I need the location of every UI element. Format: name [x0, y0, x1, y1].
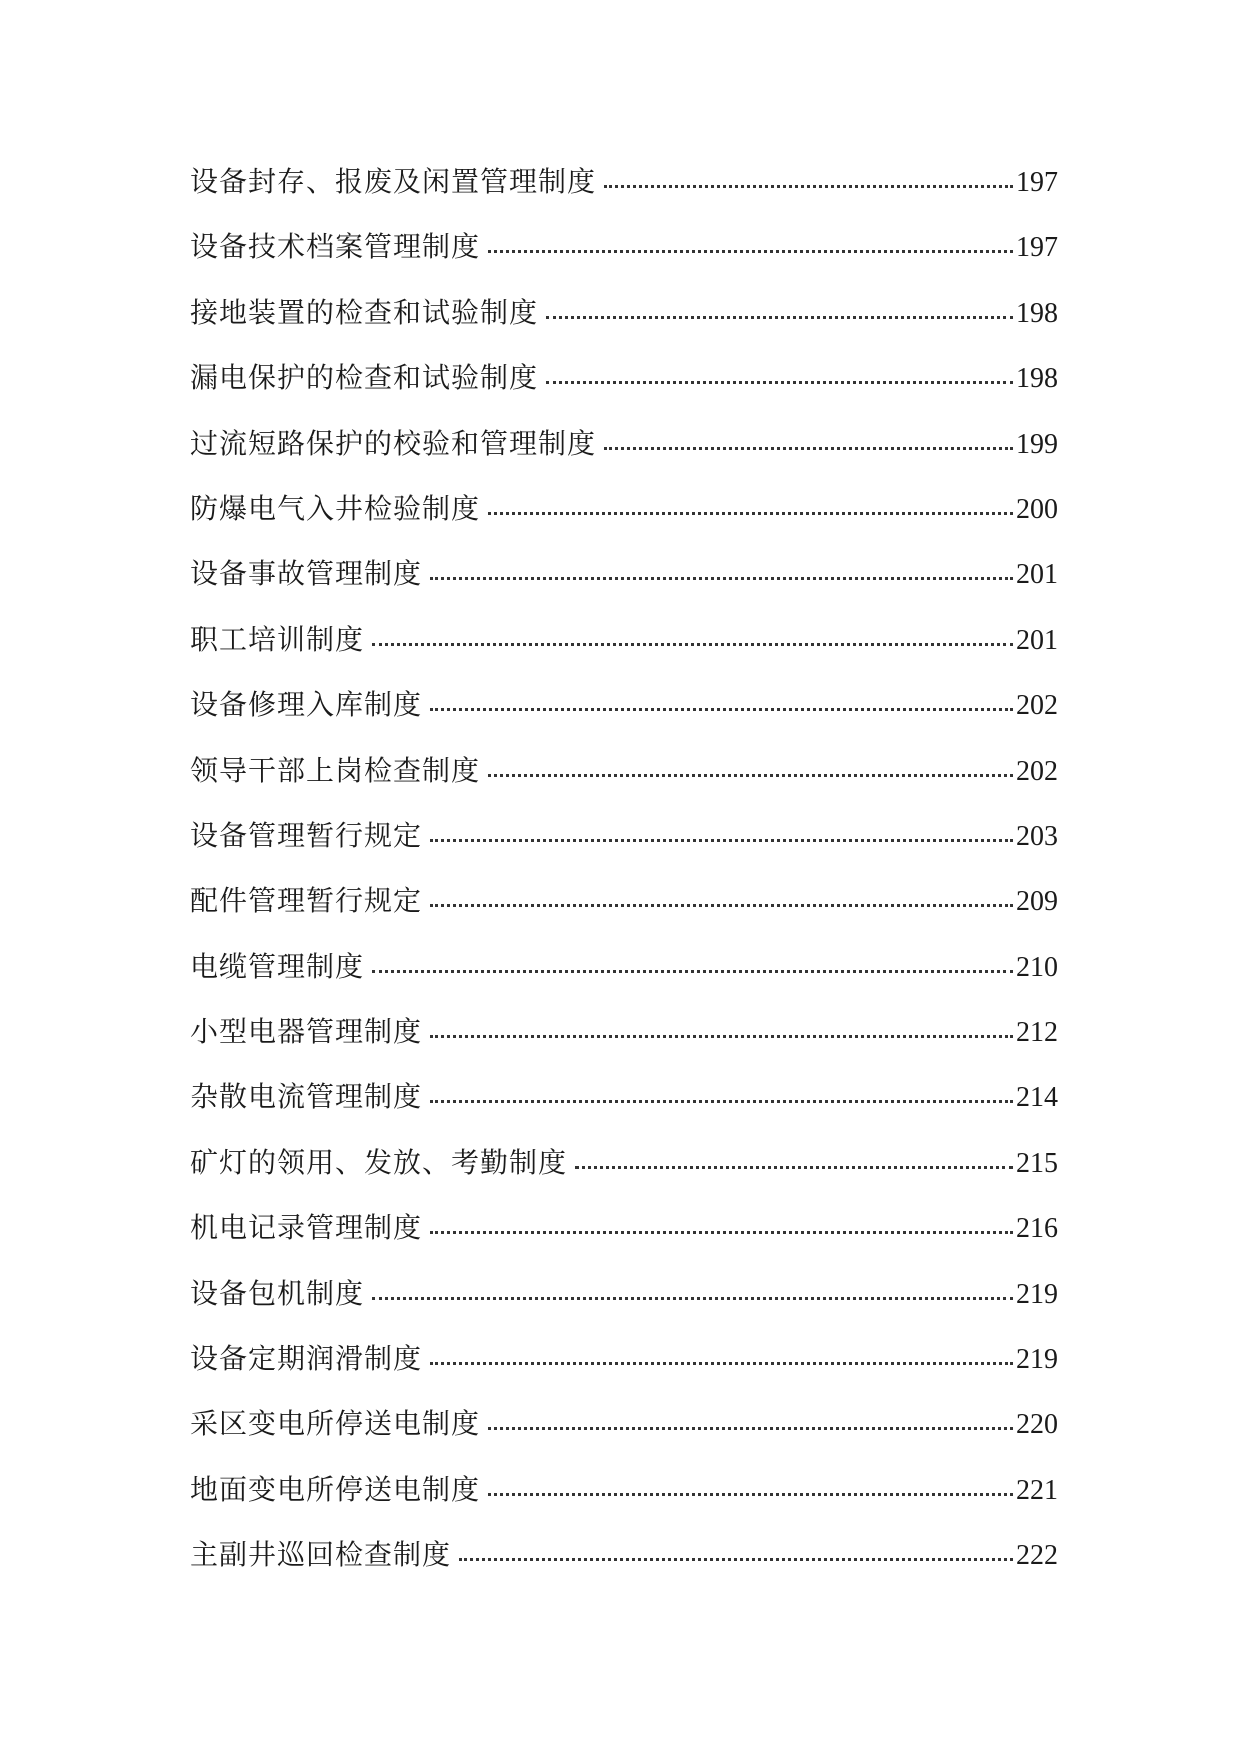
- toc-entry[interactable]: [190, 223, 1058, 288]
- toc-entry[interactable]: [190, 1139, 1058, 1204]
- toc-entry-title: 接地装置的检查和试验制度: [190, 295, 539, 329]
- dot-leader: [372, 1267, 1013, 1300]
- toc-entry-page-number: 202: [1016, 690, 1058, 722]
- toc-entry-page-number: 198: [1016, 297, 1058, 329]
- toc-entry[interactable]: [190, 747, 1058, 812]
- toc-entry-page-number: 212: [1016, 1017, 1058, 1049]
- dot-leader: [488, 482, 1013, 515]
- toc-entry[interactable]: [190, 943, 1058, 1008]
- toc-entry-title: 设备包机制度: [190, 1276, 365, 1310]
- dot-leader: [488, 1463, 1013, 1496]
- toc-entry[interactable]: [190, 616, 1058, 681]
- toc-entry-page-number: 220: [1016, 1409, 1058, 1441]
- toc-entry-page-number: 209: [1016, 886, 1058, 918]
- toc-entry-page-number: 203: [1016, 820, 1058, 852]
- toc-entry-title: 设备封存、报废及闲置管理制度: [190, 165, 597, 198]
- dot-leader: [430, 1332, 1013, 1365]
- dot-leader: [430, 874, 1013, 907]
- dot-leader: [372, 613, 1013, 646]
- toc-entry-title: 领导干部上岗检查制度: [190, 753, 481, 787]
- dot-leader: [546, 286, 1013, 319]
- dot-leader: [488, 1397, 1013, 1430]
- toc-entry-title: 矿灯的领用、发放、考勤制度: [190, 1145, 568, 1179]
- toc-entry[interactable]: [190, 1466, 1058, 1531]
- toc-entry[interactable]: [190, 289, 1058, 354]
- dot-leader: [430, 678, 1013, 711]
- dot-leader: [604, 155, 1013, 188]
- dot-leader: [430, 809, 1013, 842]
- toc-entry-page-number: 216: [1016, 1213, 1058, 1245]
- toc-entry[interactable]: [190, 1204, 1058, 1269]
- toc-entry-title: 漏电保护的检查和试验制度: [190, 361, 539, 395]
- toc-entry[interactable]: [190, 1270, 1058, 1335]
- dot-leader: [430, 547, 1013, 580]
- toc-entry-title: 小型电器管理制度: [190, 1015, 423, 1049]
- toc-entry[interactable]: [190, 158, 1058, 223]
- toc-entry-page-number: 197: [1016, 232, 1058, 264]
- dot-leader: [459, 1528, 1013, 1561]
- toc-entry-page-number: 197: [1016, 167, 1058, 198]
- dot-leader: [575, 1136, 1013, 1169]
- toc-entry-page-number: 198: [1016, 363, 1058, 395]
- dot-leader: [488, 220, 1013, 253]
- toc-entry[interactable]: [190, 1073, 1058, 1138]
- toc-entry-page-number: 215: [1016, 1147, 1058, 1179]
- toc-entry-page-number: 199: [1016, 428, 1058, 460]
- toc-entry[interactable]: [190, 877, 1058, 942]
- toc-entry-title: 过流短路保护的校验和管理制度: [190, 426, 597, 460]
- table-of-contents: [190, 158, 1058, 1597]
- toc-entry-title: 杂散电流管理制度: [190, 1080, 423, 1114]
- toc-entry-title: 主副井巡回检查制度: [190, 1538, 452, 1572]
- toc-entry-title: 配件管理暂行规定: [190, 884, 423, 918]
- dot-leader: [430, 1070, 1013, 1103]
- toc-entry[interactable]: [190, 681, 1058, 746]
- toc-entry-title: 设备管理暂行规定: [190, 818, 423, 852]
- toc-entry-title: 机电记录管理制度: [190, 1211, 423, 1245]
- dot-leader: [372, 940, 1013, 973]
- toc-entry-title: 地面变电所停送电制度: [190, 1472, 481, 1506]
- dot-leader: [430, 1005, 1013, 1038]
- dot-leader: [604, 417, 1013, 450]
- toc-entry-page-number: 219: [1016, 1278, 1058, 1310]
- toc-entry[interactable]: [190, 812, 1058, 877]
- toc-entry-title: 防爆电气入井检验制度: [190, 491, 481, 525]
- toc-entry[interactable]: [190, 1008, 1058, 1073]
- toc-entry-title: 采区变电所停送电制度: [190, 1407, 481, 1441]
- toc-entry[interactable]: [190, 550, 1058, 615]
- toc-entry[interactable]: [190, 420, 1058, 485]
- toc-entry-title: 设备定期润滑制度: [190, 1342, 423, 1376]
- toc-entry-page-number: 200: [1016, 493, 1058, 525]
- toc-entry-title: 电缆管理制度: [190, 949, 365, 983]
- dot-leader: [488, 744, 1013, 777]
- toc-entry-page-number: 219: [1016, 1344, 1058, 1376]
- dot-leader: [430, 1201, 1013, 1234]
- toc-entry-title: 设备修理入库制度: [190, 688, 423, 722]
- toc-entry-page-number: 202: [1016, 755, 1058, 787]
- toc-entry-page-number: 210: [1016, 951, 1058, 983]
- toc-entry[interactable]: [190, 1531, 1058, 1596]
- toc-entry-page-number: 201: [1016, 559, 1058, 591]
- dot-leader: [546, 351, 1013, 384]
- toc-entry-page-number: 201: [1016, 624, 1058, 656]
- toc-entry[interactable]: [190, 354, 1058, 419]
- toc-entry-title: 职工培训制度: [190, 622, 365, 656]
- toc-entry-page-number: 214: [1016, 1082, 1058, 1114]
- toc-entry[interactable]: [190, 1400, 1058, 1465]
- toc-entry-page-number: 222: [1016, 1540, 1058, 1572]
- toc-entry[interactable]: [190, 485, 1058, 550]
- toc-entry-page-number: 221: [1016, 1474, 1058, 1506]
- toc-entry[interactable]: [190, 1335, 1058, 1400]
- toc-entry-title: 设备事故管理制度: [190, 557, 423, 591]
- toc-entry-title: 设备技术档案管理制度: [190, 230, 481, 264]
